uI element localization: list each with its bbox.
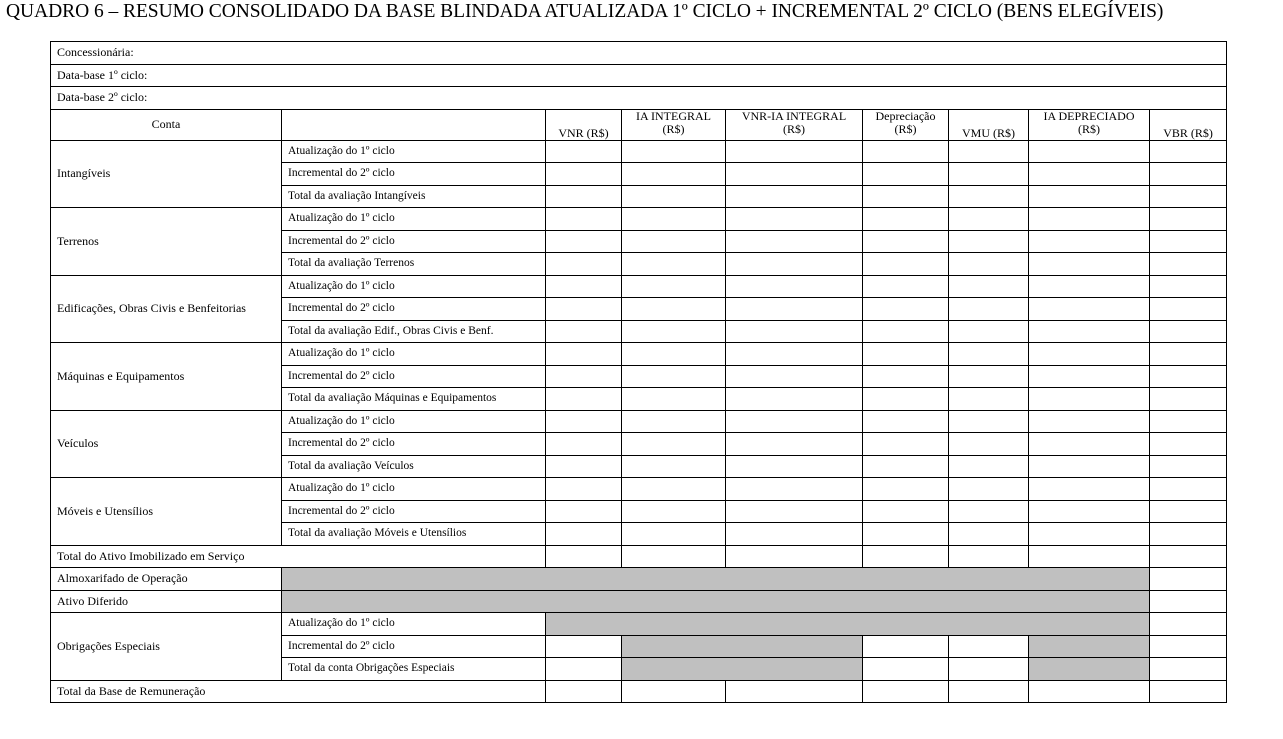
header-ia-depreciado-line2: (R$): [1078, 121, 1100, 136]
header-ia-depreciado-line1: IA DEPRECIADO: [1043, 109, 1135, 123]
value-cell: [1150, 433, 1227, 456]
value-cell: [1150, 545, 1227, 568]
header-row: [51, 109, 1227, 140]
info-row-data-base-1: [51, 64, 1227, 87]
value-cell: [949, 230, 1029, 253]
value-cell: [1029, 343, 1150, 366]
value-cell: [949, 658, 1029, 681]
group-row-veiculos-1: [51, 410, 1227, 433]
header-vnr: [546, 109, 622, 140]
value-cell: [863, 388, 949, 411]
value-cell: [863, 365, 949, 388]
value-cell: [949, 140, 1029, 163]
value-cell: [726, 478, 863, 501]
sub-label: Incremental do 2º ciclo: [282, 500, 546, 523]
value-cell: [1150, 253, 1227, 276]
value-cell: [863, 185, 949, 208]
group-row-maquinas-e-equipamentos-1: [51, 343, 1227, 366]
value-cell: [949, 500, 1029, 523]
value-cell: [622, 680, 726, 703]
value-cell: [949, 365, 1029, 388]
value-cell: [546, 320, 622, 343]
value-cell: [546, 140, 622, 163]
data-base-1-label: Data-base 1º ciclo:: [51, 64, 1227, 87]
header-conta: Conta: [51, 109, 282, 140]
value-cell: [546, 343, 622, 366]
sub-label: Incremental do 2º ciclo: [282, 635, 546, 658]
conta-edificacoes-obras-civis-e-benfeitorias: Edificações, Obras Civis e Benfeitorias: [51, 275, 282, 343]
value-cell: [863, 208, 949, 231]
sub-label: Incremental do 2º ciclo: [282, 365, 546, 388]
data-base-2-label: Data-base 2º ciclo:: [51, 87, 1227, 110]
header-ia-integral-line1: IA INTEGRAL: [636, 109, 711, 123]
value-cell: [622, 230, 726, 253]
value-cell: [1150, 388, 1227, 411]
sub-label: Atualização do 1º ciclo: [282, 478, 546, 501]
group-row-edificacoes-obras-civis-e-benfeitorias-1: [51, 275, 1227, 298]
value-cell: [622, 545, 726, 568]
shaded-cell: [282, 590, 1150, 613]
value-cell: [546, 523, 622, 546]
value-cell: [949, 680, 1029, 703]
value-cell: [726, 545, 863, 568]
sub-label: Total da conta Obrigações Especiais: [282, 658, 546, 681]
value-cell: [1150, 523, 1227, 546]
value-cell: [863, 320, 949, 343]
sub-label: Atualização do 1º ciclo: [282, 208, 546, 231]
sub-label: Total da avaliação Edif., Obras Civis e Benf.: [282, 320, 546, 343]
value-cell: [546, 230, 622, 253]
page-title: QUADRO 6 – RESUMO CONSOLIDADO DA BASE BLINDADA ATUALIZADA 1º CICLO + INCREMENTAL 2º CICLO (BENS ELEGÍVEIS): [6, 1, 1164, 22]
value-cell: [1150, 230, 1227, 253]
value-cell: [949, 253, 1029, 276]
value-cell: [726, 253, 863, 276]
value-cell: [622, 185, 726, 208]
value-cell: [863, 658, 949, 681]
sub-label: Incremental do 2º ciclo: [282, 298, 546, 321]
value-cell: [863, 275, 949, 298]
value-cell: [1029, 455, 1150, 478]
value-cell: [546, 253, 622, 276]
value-cell: [546, 433, 622, 456]
value-cell: [949, 343, 1029, 366]
header-depreciacao-line1: Depreciação: [875, 109, 936, 123]
value-cell: [726, 163, 863, 186]
value-cell: [622, 365, 726, 388]
header-ia-depreciado: [1029, 109, 1150, 140]
value-cell: [546, 635, 622, 658]
value-cell: [622, 253, 726, 276]
info-row-data-base-2: [51, 87, 1227, 110]
value-cell: [863, 253, 949, 276]
shaded-cell: [1029, 635, 1150, 658]
value-cell: [1029, 230, 1150, 253]
value-cell: [622, 523, 726, 546]
value-cell: [1150, 343, 1227, 366]
value-cell: [622, 388, 726, 411]
value-cell: [622, 298, 726, 321]
value-cell: [1029, 298, 1150, 321]
sub-label: Atualização do 1º ciclo: [282, 140, 546, 163]
value-cell: [726, 343, 863, 366]
value-cell: [1150, 590, 1227, 613]
value-cell: [546, 410, 622, 433]
group-row-moveis-e-utensilios-1: [51, 478, 1227, 501]
value-cell: [1150, 298, 1227, 321]
header-vnr-ia-integral-line2: (R$): [783, 121, 805, 136]
value-cell: [1150, 478, 1227, 501]
value-cell: [726, 433, 863, 456]
value-cell: [726, 388, 863, 411]
value-cell: [863, 230, 949, 253]
value-cell: [1150, 568, 1227, 591]
value-cell: [622, 433, 726, 456]
value-cell: [949, 635, 1029, 658]
value-cell: [863, 523, 949, 546]
header-ia-integral-line2: (R$): [662, 121, 685, 136]
value-cell: [546, 185, 622, 208]
obrigacoes-row-1: [51, 613, 1227, 636]
value-cell: [1150, 500, 1227, 523]
sub-label: Incremental do 2º ciclo: [282, 433, 546, 456]
value-cell: [1029, 433, 1150, 456]
sub-label: Incremental do 2º ciclo: [282, 163, 546, 186]
shaded-cell: [622, 635, 863, 658]
value-cell: [949, 320, 1029, 343]
value-cell: [1150, 140, 1227, 163]
value-cell: [622, 455, 726, 478]
value-cell: [1029, 185, 1150, 208]
value-cell: [863, 680, 949, 703]
value-cell: [1029, 275, 1150, 298]
value-cell: [1150, 635, 1227, 658]
summary-table: [50, 41, 1227, 703]
value-cell: [1150, 208, 1227, 231]
sub-label: Total da avaliação Intangíveis: [282, 185, 546, 208]
value-cell: [622, 500, 726, 523]
value-cell: [546, 680, 622, 703]
value-cell: [546, 208, 622, 231]
value-cell: [863, 410, 949, 433]
conta-maquinas-e-equipamentos: Máquinas e Equipamentos: [51, 343, 282, 411]
value-cell: [1029, 388, 1150, 411]
value-cell: [726, 230, 863, 253]
header-vbr-line2: VBR (R$): [1163, 125, 1213, 140]
header-vmu: [949, 109, 1029, 140]
value-cell: [949, 163, 1029, 186]
value-cell: [949, 185, 1029, 208]
value-cell: [726, 365, 863, 388]
total-ativo-label: Total do Ativo Imobilizado em Serviço: [51, 545, 546, 568]
value-cell: [949, 275, 1029, 298]
value-cell: [546, 388, 622, 411]
value-cell: [546, 455, 622, 478]
header-vbr: [1150, 109, 1227, 140]
conta-terrenos: Terrenos: [51, 208, 282, 276]
value-cell: [1150, 275, 1227, 298]
header-vmu-line2: VMU (R$): [962, 125, 1015, 140]
value-cell: [1150, 365, 1227, 388]
value-cell: [726, 500, 863, 523]
value-cell: [546, 658, 622, 681]
sub-label: Atualização do 1º ciclo: [282, 275, 546, 298]
almoxarifado-label: Almoxarifado de Operação: [51, 568, 282, 591]
total-ativo-row: [51, 545, 1227, 568]
sub-label: Total da avaliação Terrenos: [282, 253, 546, 276]
value-cell: [622, 320, 726, 343]
value-cell: [726, 140, 863, 163]
value-cell: [726, 680, 863, 703]
header-blank: [282, 109, 546, 140]
value-cell: [863, 455, 949, 478]
value-cell: [1029, 478, 1150, 501]
value-cell: [726, 275, 863, 298]
value-cell: [546, 298, 622, 321]
conta-veiculos: Veículos: [51, 410, 282, 478]
value-cell: [622, 343, 726, 366]
value-cell: [726, 320, 863, 343]
value-cell: [546, 545, 622, 568]
header-vnr-line2: VNR (R$): [558, 125, 609, 140]
header-vnr-ia-integral-line1: VNR-IA INTEGRAL: [741, 109, 847, 123]
value-cell: [1029, 163, 1150, 186]
value-cell: [726, 298, 863, 321]
value-cell: [863, 545, 949, 568]
value-cell: [546, 365, 622, 388]
shaded-cell: [546, 613, 1150, 636]
sub-label: Atualização do 1º ciclo: [282, 343, 546, 366]
value-cell: [863, 635, 949, 658]
value-cell: [863, 478, 949, 501]
almoxarifado-row: [51, 568, 1227, 591]
value-cell: [1150, 455, 1227, 478]
value-cell: [949, 433, 1029, 456]
value-cell: [622, 410, 726, 433]
value-cell: [949, 545, 1029, 568]
sub-label: Total da avaliação Veículos: [282, 455, 546, 478]
value-cell: [546, 163, 622, 186]
value-cell: [546, 478, 622, 501]
value-cell: [1150, 410, 1227, 433]
sub-label: Incremental do 2º ciclo: [282, 230, 546, 253]
value-cell: [949, 478, 1029, 501]
value-cell: [949, 298, 1029, 321]
header-vnr-ia-integral: [726, 109, 863, 140]
info-row-concessionaria: [51, 42, 1227, 65]
sub-label: Total da avaliação Móveis e Utensílios: [282, 523, 546, 546]
value-cell: [1029, 410, 1150, 433]
value-cell: [949, 208, 1029, 231]
value-cell: [622, 140, 726, 163]
value-cell: [1150, 658, 1227, 681]
group-row-terrenos-1: [51, 208, 1227, 231]
value-cell: [622, 163, 726, 186]
shaded-cell: [282, 568, 1150, 591]
header-ia-integral: [622, 109, 726, 140]
value-cell: [1150, 163, 1227, 186]
value-cell: [863, 500, 949, 523]
total-base-label: Total da Base de Remuneração: [51, 680, 546, 703]
shaded-cell: [622, 658, 863, 681]
value-cell: [1029, 680, 1150, 703]
value-cell: [546, 500, 622, 523]
ativo-diferido-row: [51, 590, 1227, 613]
value-cell: [726, 185, 863, 208]
value-cell: [1029, 365, 1150, 388]
value-cell: [1150, 185, 1227, 208]
header-depreciacao: [863, 109, 949, 140]
concessionaria-label: Concessionária:: [51, 42, 1227, 65]
value-cell: [1029, 253, 1150, 276]
value-cell: [1029, 500, 1150, 523]
value-cell: [622, 478, 726, 501]
value-cell: [949, 388, 1029, 411]
value-cell: [863, 343, 949, 366]
value-cell: [949, 523, 1029, 546]
value-cell: [1150, 680, 1227, 703]
value-cell: [726, 523, 863, 546]
shaded-cell: [1029, 658, 1150, 681]
sub-label: Atualização do 1º ciclo: [282, 613, 546, 636]
value-cell: [863, 433, 949, 456]
sub-label: Atualização do 1º ciclo: [282, 410, 546, 433]
value-cell: [1029, 208, 1150, 231]
value-cell: [622, 275, 726, 298]
value-cell: [622, 208, 726, 231]
value-cell: [1150, 320, 1227, 343]
conta-intangiveis: Intangíveis: [51, 140, 282, 208]
conta-moveis-e-utensilios: Móveis e Utensílios: [51, 478, 282, 546]
value-cell: [1029, 320, 1150, 343]
value-cell: [726, 208, 863, 231]
value-cell: [863, 163, 949, 186]
value-cell: [949, 455, 1029, 478]
value-cell: [863, 140, 949, 163]
total-base-row: [51, 680, 1227, 703]
value-cell: [726, 455, 863, 478]
value-cell: [1029, 545, 1150, 568]
sub-label: Total da avaliação Máquinas e Equipamentos: [282, 388, 546, 411]
ativo-diferido-label: Ativo Diferido: [51, 590, 282, 613]
conta-obrigacoes-especiais: Obrigações Especiais: [51, 613, 282, 681]
value-cell: [949, 410, 1029, 433]
value-cell: [726, 410, 863, 433]
value-cell: [1150, 613, 1227, 636]
value-cell: [1029, 523, 1150, 546]
value-cell: [1029, 140, 1150, 163]
value-cell: [546, 275, 622, 298]
header-depreciacao-line2: (R$): [894, 121, 917, 136]
group-row-intangiveis-1: [51, 140, 1227, 163]
value-cell: [863, 298, 949, 321]
